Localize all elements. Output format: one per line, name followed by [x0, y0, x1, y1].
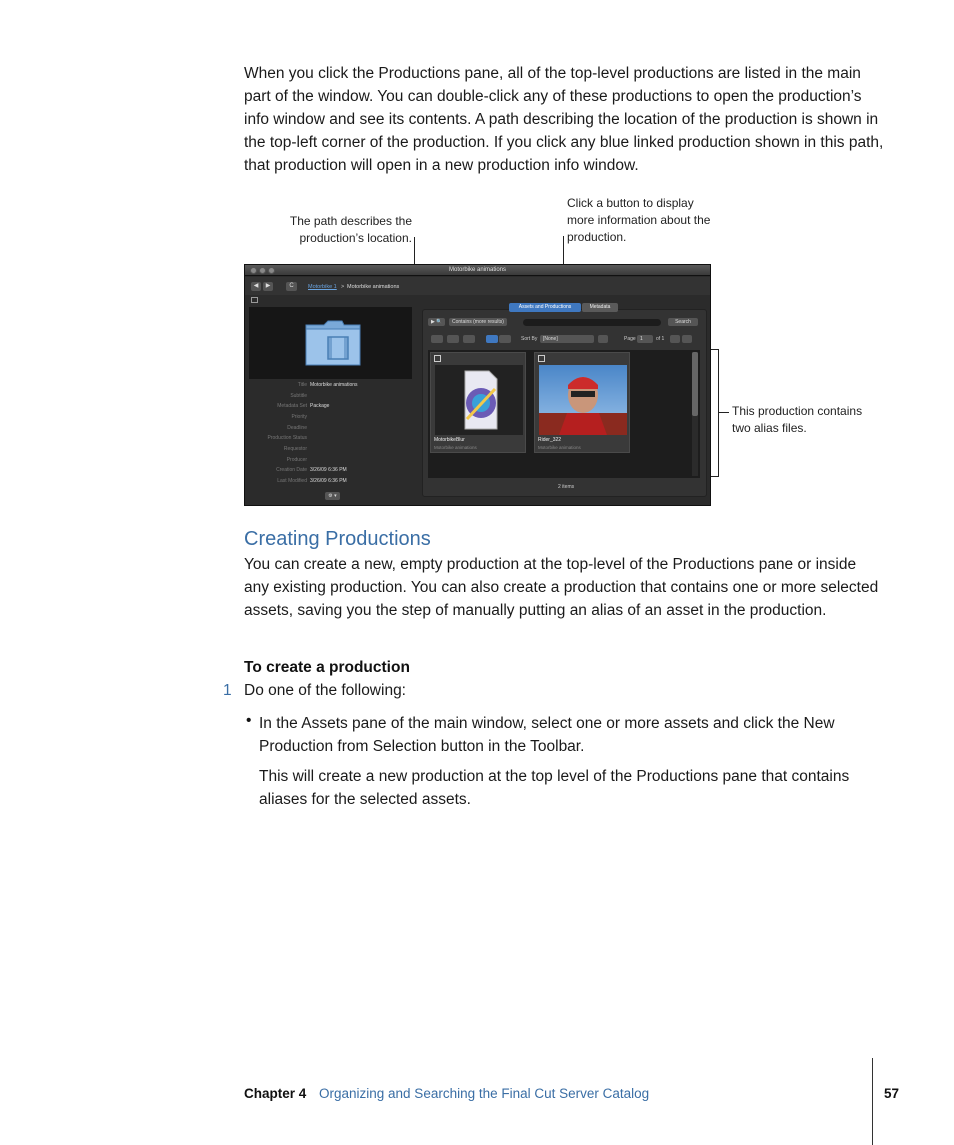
- motion-document-icon: [435, 365, 523, 435]
- leader-alias-horizontal: [719, 412, 729, 413]
- path-separator: >: [341, 284, 345, 290]
- asset-thumbnail-rider-322[interactable]: [534, 352, 630, 453]
- path-current: Motorbike animations: [347, 284, 400, 290]
- gear-menu-button[interactable]: ⚙ ▾: [325, 492, 340, 500]
- metadata-label: Subtitle: [290, 393, 307, 399]
- metadata-label: Deadline: [287, 425, 307, 431]
- footer-divider: [872, 1058, 873, 1145]
- leader-alias-bracket-bottom: [711, 476, 719, 477]
- section-heading: Creating Productions: [244, 528, 431, 550]
- leader-alias-bracket-vertical: [718, 349, 719, 477]
- new-production-icon[interactable]: [463, 335, 475, 343]
- callout-path: The path describes the production’s location.: [289, 214, 412, 245]
- window-titlebar: [245, 265, 710, 276]
- window-toolbar: [245, 277, 710, 295]
- bullet-marker: •: [246, 712, 252, 729]
- metadata-label: Creation Date: [276, 467, 307, 473]
- metadata-value[interactable]: Motorbike animations: [310, 382, 358, 388]
- asset-parent: Motorbike animations: [434, 445, 477, 450]
- page-label: Page: [624, 336, 636, 342]
- production-preview-pane: [249, 307, 412, 379]
- production-folder-icon: [304, 317, 362, 367]
- refresh-button[interactable]: C: [286, 282, 297, 291]
- footer-chapter-title: Organizing and Searching the Final Cut Server Catalog: [319, 1086, 650, 1101]
- trash-icon[interactable]: [431, 335, 443, 343]
- task-heading: To create a production: [244, 659, 410, 676]
- list-view-icon[interactable]: [499, 335, 511, 343]
- rider-photo-thumbnail: [539, 365, 627, 435]
- forward-button[interactable]: ▶: [263, 282, 273, 291]
- next-page-button[interactable]: [682, 335, 692, 343]
- asset-name: MotorbikeBlur: [434, 437, 465, 443]
- bullet-item: In the Assets pane of the main window, select one or more assets and click the New Production from Selection button in the Toolbar.: [259, 715, 835, 755]
- footer-chapter: Chapter 4: [244, 1086, 307, 1101]
- search-button[interactable]: Search: [668, 318, 698, 326]
- callout-button: Click a button to display more information about the production.: [567, 196, 711, 244]
- previous-page-button[interactable]: [670, 335, 680, 343]
- grid-scrollbar[interactable]: [692, 352, 698, 476]
- search-input[interactable]: [523, 319, 661, 326]
- metadata-label: Producer: [286, 457, 307, 463]
- asset-thumbnail-motorbikeblur[interactable]: [430, 352, 526, 453]
- tab-metadata[interactable]: Metadata: [582, 303, 618, 312]
- metadata-value[interactable]: 3/26/09 6:36 PM: [310, 467, 347, 473]
- back-button[interactable]: ◀: [251, 282, 261, 291]
- tab-assets-and-productions[interactable]: Assets and Productions: [509, 303, 581, 312]
- result-paragraph: This will create a new production at the top level of the Productions pane that contains aliases for the selected assets.: [259, 768, 850, 808]
- page-of-label: of 1: [656, 336, 665, 342]
- metadata-label: Title: [297, 382, 307, 388]
- path-link-motorbike-1[interactable]: Motorbike 1: [308, 284, 337, 290]
- asset-name: Rider_322: [538, 437, 562, 443]
- window-title: Motorbike animations: [448, 267, 507, 273]
- sort-by-label: Sort By: [521, 336, 538, 342]
- page-number: 57: [884, 1086, 900, 1101]
- metadata-value[interactable]: Package: [310, 403, 330, 409]
- creating-paragraph: You can create a new, empty production at the top-level of the Productions pane or inside any existing production. You can also create a production that contains one or more selected assets, saving you the step of manually putting an alias of an asset in the production.: [244, 556, 879, 619]
- sort-direction-button[interactable]: [598, 335, 608, 343]
- alias-badge-icon: [538, 355, 545, 362]
- items-count: 2 items: [558, 484, 575, 490]
- scrollbar-thumb[interactable]: [692, 352, 698, 416]
- thumbnail-view-icon[interactable]: [486, 335, 498, 343]
- intro-paragraph: When you click the Productions pane, all of the top-level productions are listed in the main part of the window. You can double-click any of these productions to open the production’s info window and see its contents. A path describing the location of the production is shown in the top-left corner of the production. If you click any blue linked production shown in this path, that production will open in a new production info window.: [244, 65, 884, 174]
- metadata-label: Metadata Set: [277, 403, 307, 409]
- search-filter-select[interactable]: Contains (more results): [449, 318, 507, 326]
- step-number: 1: [223, 682, 232, 699]
- sort-by-select[interactable]: [None]: [540, 335, 594, 343]
- step-text: Do one of the following:: [244, 682, 406, 699]
- metadata-label: Priority: [291, 414, 307, 420]
- page-number-field[interactable]: 1: [637, 335, 653, 343]
- metadata-value[interactable]: 3/26/09 6:36 PM: [310, 478, 347, 484]
- metadata-label: Last Modified: [277, 478, 307, 484]
- callout-alias: This production contains two alias files.: [732, 404, 863, 435]
- search-mode-button[interactable]: ▶ 🔍: [428, 318, 445, 326]
- alias-tool-icon[interactable]: [447, 335, 459, 343]
- metadata-label: Requestor: [283, 446, 307, 452]
- proxy-icon: [251, 297, 258, 303]
- asset-parent: Motorbike animations: [538, 445, 581, 450]
- alias-badge-icon: [434, 355, 441, 362]
- asset-grid: [428, 350, 700, 478]
- metadata-label: Production Status: [267, 435, 307, 441]
